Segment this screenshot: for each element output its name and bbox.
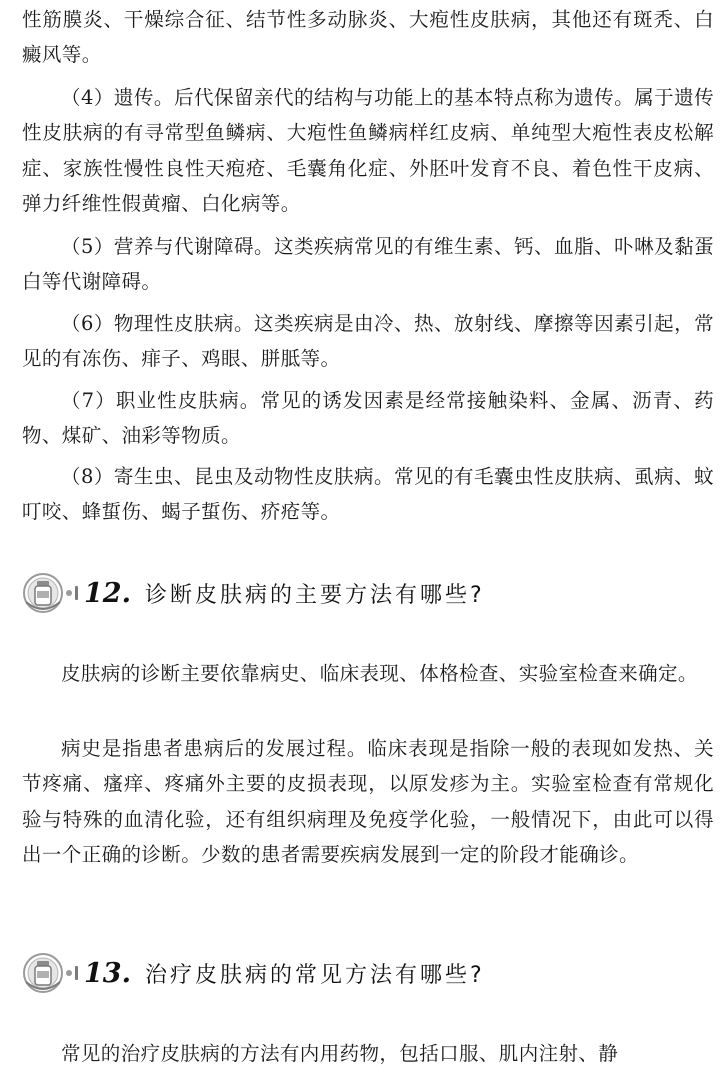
paragraph-treatment-intro: 常见的治疗皮肤病的方法有内用药物，包括口服、肌内注射、静 — [61, 1042, 619, 1065]
section-title: 治疗皮肤病的常见方法有哪些? — [144, 962, 485, 988]
section-heading-13 — [22, 950, 714, 996]
section-number: 12. — [84, 577, 131, 609]
paragraph-heredity: （4）遗传。后代保留亲代的结构与功能上的基本特点称为遗传。属于遗传性皮肤病的有寻常型鱼鳞病、大疱性鱼鳞病样红皮病、单纯型大疱性表皮松解症、家族性慢性良性天疱疮、毛囊角化症、外胚叶发育不良、着色性干皮病、弹力纤维性假黄瘤、白化病等。 — [22, 86, 714, 216]
heading-dots — [66, 586, 78, 600]
paragraph-diagnosis-intro: 皮肤病的诊断主要依靠病史、临床表现、体格检查、实验室检查来确定。 — [61, 662, 698, 685]
medicine-bottle-icon — [22, 572, 64, 614]
section-heading-12 — [22, 570, 714, 616]
paragraph-occupational: （7）职业性皮肤病。常见的诱发因素是经常接触染料、金属、沥青、药物、煤矿、油彩等物质。 — [22, 389, 714, 448]
paragraph-physical: （6）物理性皮肤病。这类疾病是由冷、热、放射线、摩擦等因素引起，常见的有冻伤、痱子、鸡眼、胼胝等。 — [22, 312, 714, 371]
paragraph-parasitic: （8）寄生虫、昆虫及动物性皮肤病。常见的有毛囊虫性皮肤病、虱病、蚊叮咬、蜂蜇伤、蝎子蜇伤、疥疮等。 — [22, 465, 714, 524]
paragraph-continued: 性筋膜炎、干燥综合征、结节性多动脉炎、大疱性皮肤病，其他还有斑秃、白癜风等。 — [22, 8, 714, 67]
section-title: 诊断皮肤病的主要方法有哪些? — [144, 582, 485, 608]
section-number: 13. — [84, 957, 131, 989]
medicine-bottle-icon — [22, 952, 64, 994]
paragraph-diagnosis-detail: 病史是指患者患病后的发展过程。临床表现是指除一般的表现如发热、关节疼痛、瘙痒、疼痛外主要的皮损表现，以原发疹为主。实验室检查有常规化验与特殊的血清化验，还有组织病理及免疫学化验，一般情况下，由此可以得出一个正确的诊断。少数的患者需要疾病发展到一定的阶段才能确诊。 — [22, 737, 714, 867]
paragraph-nutrition: （5）营养与代谢障碍。这类疾病常见的有维生素、钙、血脂、卟啉及黏蛋白等代谢障碍。 — [22, 235, 714, 294]
heading-dots — [66, 966, 78, 980]
